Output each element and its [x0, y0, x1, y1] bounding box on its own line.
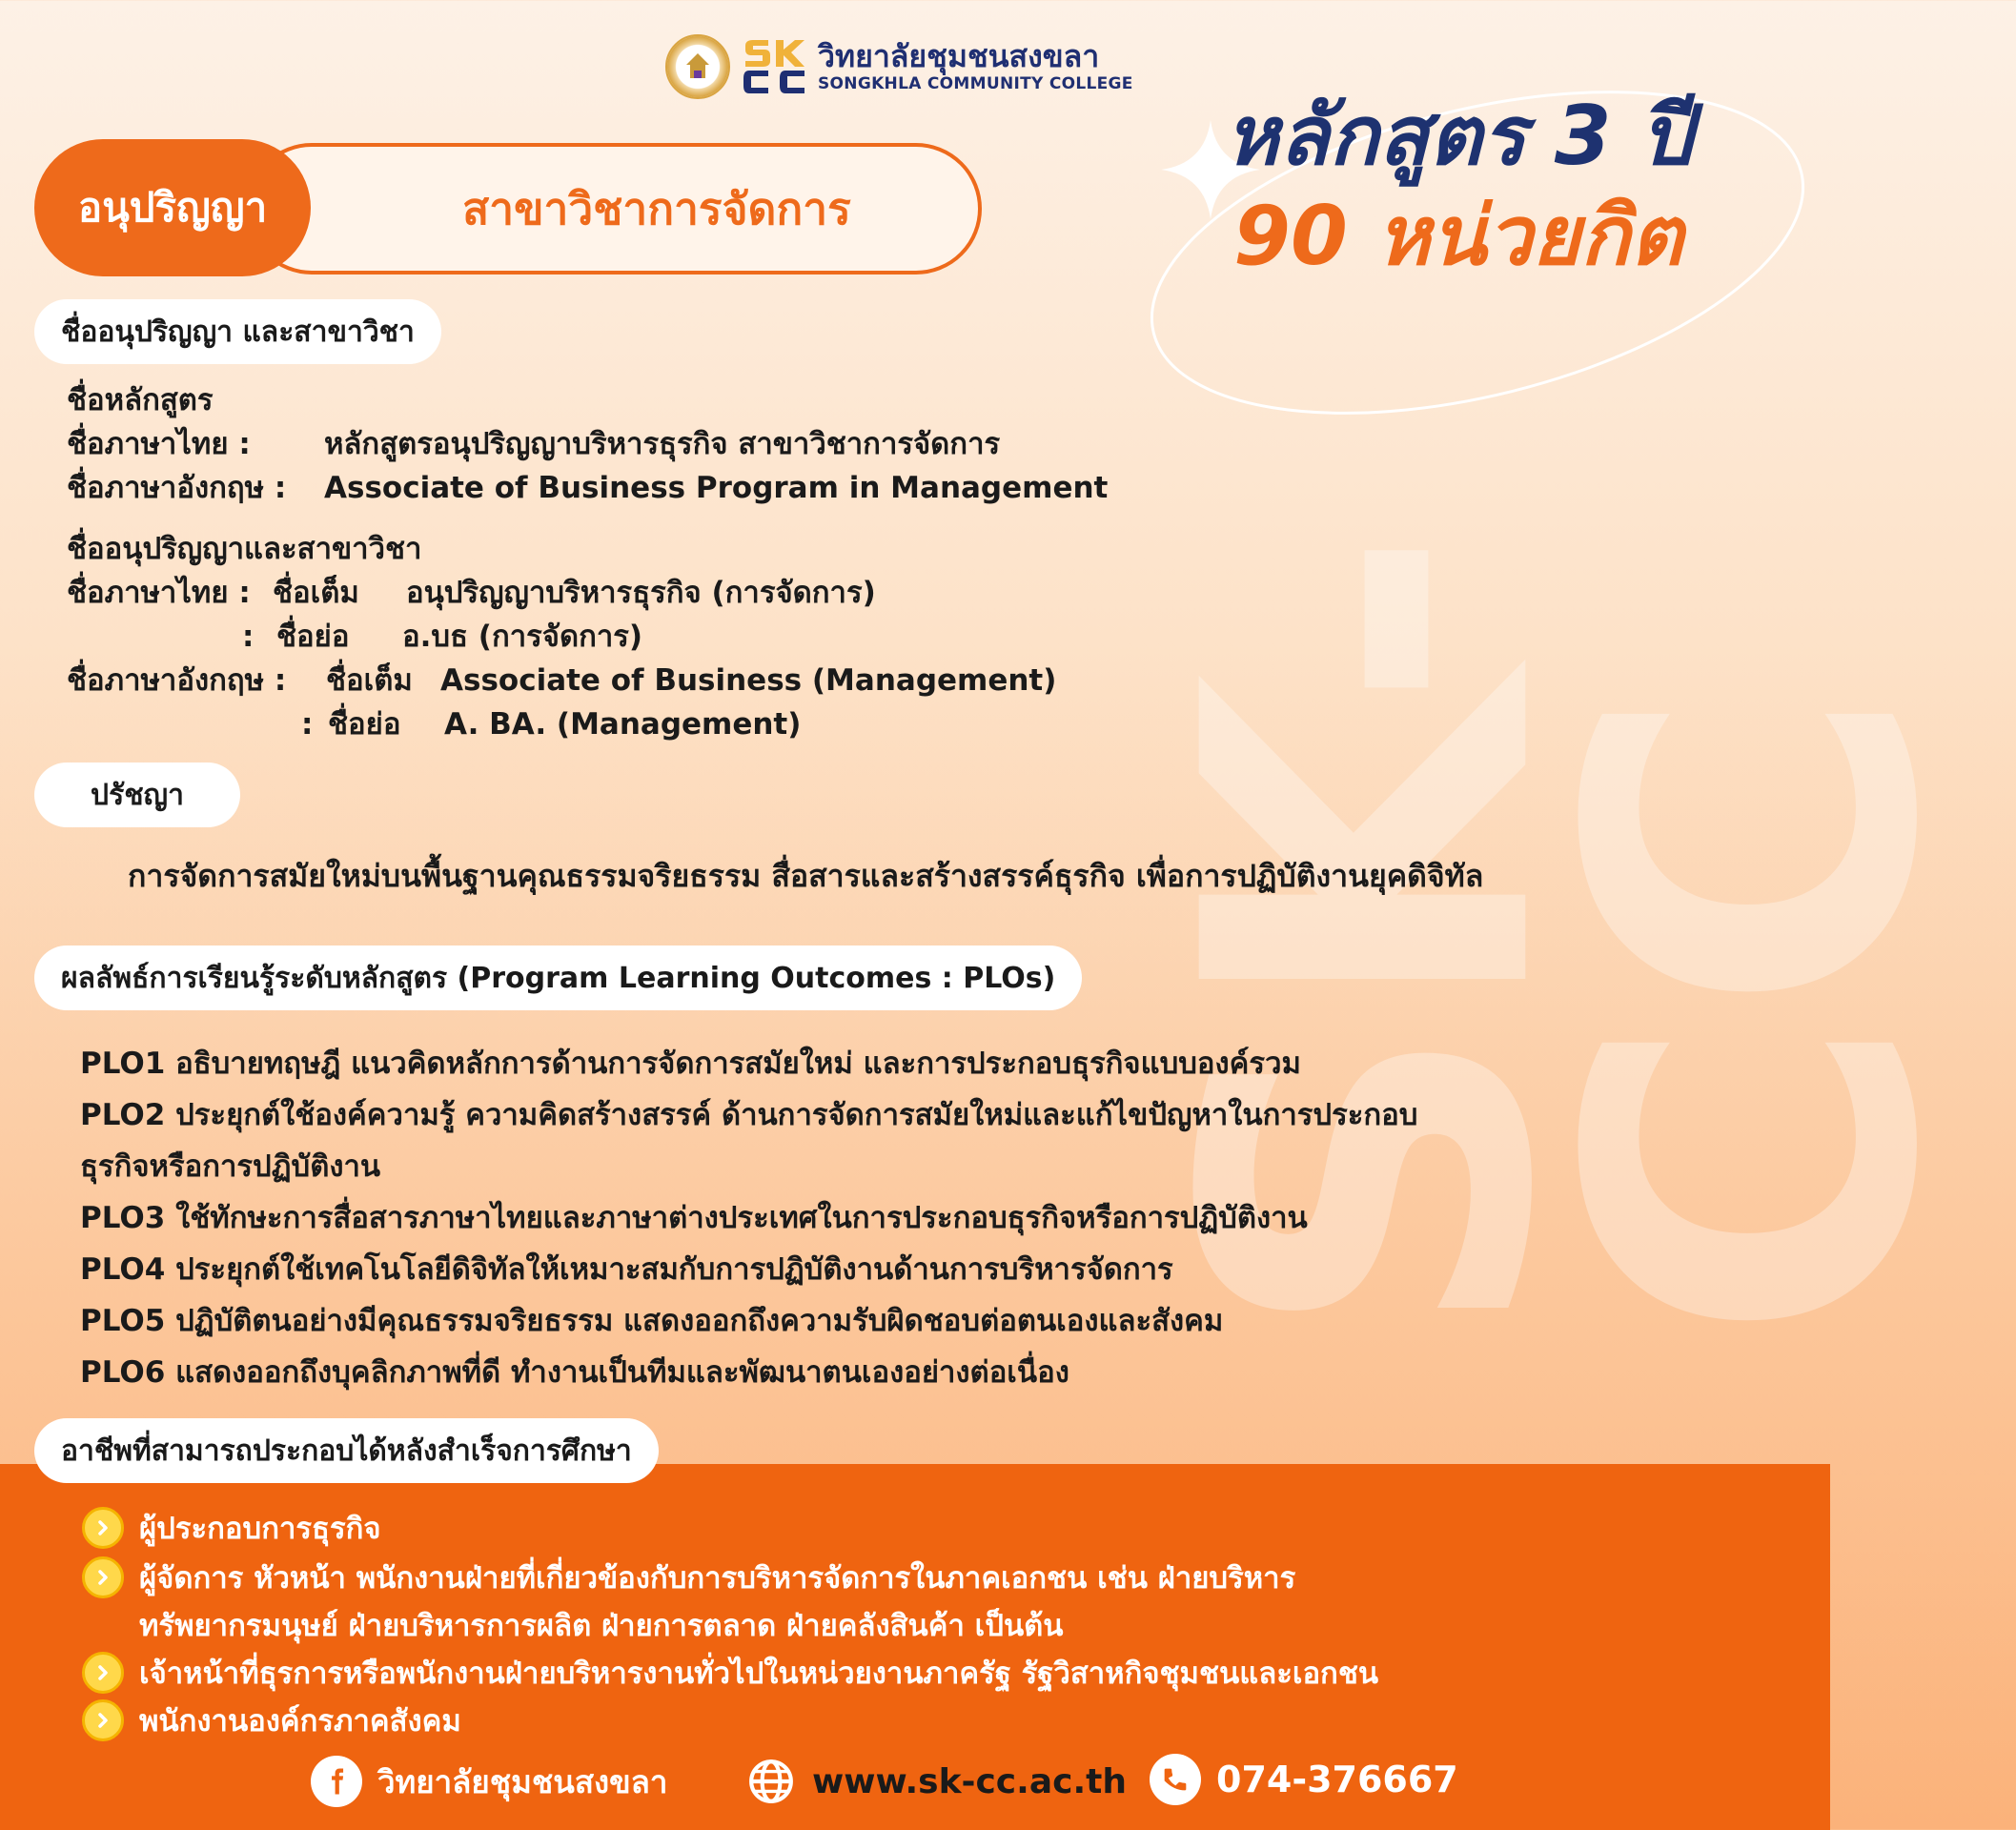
headline: [1163, 88, 1754, 289]
college-logo: [665, 32, 1133, 101]
degree-th-full: อนุปริญญาบริหารธุรกิจ (การจัดการ): [406, 576, 876, 610]
college-name-en: SONGKHLA COMMUNITY COLLEGE: [818, 73, 1133, 93]
college-seal-icon: [665, 34, 730, 99]
career-item: [82, 1554, 1295, 1601]
degree-heading: ชื่ออนุปริญญาและสาขาวิชา: [67, 532, 422, 566]
college-name-th: วิทยาลัยชุมชนสงขลา: [818, 38, 1100, 75]
degree-en-full: Associate of Business (Management): [440, 663, 1057, 698]
chevron-right-icon: [82, 1699, 124, 1741]
website-link[interactable]: www.sk-cc.ac.th: [812, 1761, 1127, 1801]
phone-number[interactable]: 074-376667: [1216, 1759, 1458, 1800]
philosophy-label: ปรัชญา: [34, 762, 240, 827]
degree-en-short-colon: :: [301, 707, 314, 742]
degree-th-short-label: ชื่อย่อ: [276, 620, 350, 654]
degree-th-full-label: ชื่อเต็ม: [273, 576, 359, 610]
chevron-right-icon: [82, 1556, 124, 1598]
career-text: เจ้าหน้าที่ธุรการหรือพนักงานฝ่ายบริหารงานทั่วไปในหน่วยงานภาครัฐ รัฐวิสาหกิจชุมชนและเอกชน: [139, 1657, 1379, 1691]
plo-line: PLO5 ปฏิบัติตนอย่างมีคุณธรรมจริยธรรม แสดงออกถึงความรับผิดชอบต่อตนเองและสังคม: [80, 1304, 1224, 1338]
careers-label: อาชีพที่สามารถประกอบได้หลังสำเร็จการศึกษา: [34, 1418, 659, 1483]
curriculum-en-label: ชื่อภาษาอังกฤษ :: [67, 471, 287, 505]
phone-contact[interactable]: [1150, 1754, 1458, 1805]
degree-en-short: A. BA. (Management): [444, 707, 802, 742]
philosophy-text: การจัดการสมัยใหม่บนพื้นฐานคุณธรรมจริยธรรม สื่อสารและสร้างสรรค์ธุรกิจ เพื่อการปฏิบัติงานยุคดิจิทัล: [128, 858, 1484, 894]
degree-level-pill: [34, 139, 311, 276]
career-text-continued: ทรัพยากรมนุษย์ ฝ่ายบริหารการผลิต ฝ่ายการตลาด ฝ่ายคลังสินค้า เป็นต้น: [139, 1609, 1064, 1643]
degree-en-full-label: ชื่อเต็ม: [326, 663, 413, 698]
plos-label: ผลลัพธ์การเรียนรู้ระดับหลักสูตร (Program Learning Outcomes : PLOs): [34, 946, 1082, 1010]
curriculum-th: หลักสูตรอนุปริญญาบริหารธุรกิจ สาขาวิชาการจัดการ: [324, 427, 1001, 461]
curriculum-th-label: ชื่อภาษาไทย :: [67, 427, 251, 461]
phone-icon: [1150, 1754, 1201, 1805]
degree-th-short-colon: :: [242, 620, 255, 654]
program-pill: [246, 143, 982, 274]
degree-level: อนุปริญญา: [77, 184, 268, 231]
plo-line: PLO2 ประยุกต์ใช้องค์ความรู้ ความคิดสร้างสรรค์ ด้านการจัดการสมัยใหม่และแก้ไขปัญหาในการประกอบ: [80, 1098, 1418, 1132]
career-text: ผู้จัดการ หัวหน้า พนักงานฝ่ายที่เกี่ยวข้องกับการบริหารจัดการในภาคเอกชน เช่น ฝ่ายบริหาร: [139, 1561, 1296, 1596]
chevron-right-icon: [82, 1652, 124, 1694]
watermark-text: SK-CC: [1109, 525, 2016, 1343]
plo-line: PLO6 แสดงออกถึงบุคลิกภาพที่ดี ทำงานเป็นทีมและพัฒนาตนเองอย่างต่อเนื่อง: [80, 1355, 1069, 1390]
plo-line: ธุรกิจหรือการปฏิบัติงาน: [80, 1149, 381, 1184]
sk-cc-logo-icon: [740, 36, 808, 97]
degree-en-short-label: ชื่อย่อ: [328, 707, 401, 742]
facebook-icon: [311, 1756, 362, 1807]
degree-en-label: ชื่อภาษาอังกฤษ :: [67, 663, 287, 698]
career-item: [82, 1504, 381, 1552]
chevron-right-icon: [82, 1507, 124, 1549]
facebook-name[interactable]: วิทยาลัยชุมชนสงขลา: [377, 1762, 668, 1800]
plo-line: PLO1 อธิบายทฤษฎี แนวคิดหลักการด้านการจัดการสมัยใหม่ และการประกอบธุรกิจแบบองค์รวม: [80, 1047, 1301, 1081]
career-text: ผู้ประกอบการธุรกิจ: [139, 1512, 381, 1546]
website-contact[interactable]: [745, 1756, 1127, 1807]
degree-th-label: ชื่อภาษาไทย :: [67, 576, 251, 610]
degree-th-short: อ.บธ (การจัดการ): [402, 620, 643, 654]
facebook-contact[interactable]: [311, 1756, 667, 1807]
globe-icon: [745, 1756, 797, 1807]
career-item: [82, 1697, 461, 1744]
career-item: [82, 1649, 1378, 1697]
curriculum-heading: ชื่อหลักสูตร: [67, 383, 214, 417]
duration-heading: หลักสูตร 3 ปี: [1224, 89, 1693, 184]
curriculum-en: Associate of Business Program in Management: [324, 471, 1109, 505]
plo-line: PLO4 ประยุกต์ใช้เทคโนโลยีดิจิทัลให้เหมาะสมกับการปฏิบัติงานด้านการบริหารจัดการ: [80, 1252, 1173, 1287]
program-name: สาขาวิชาการจัดการ: [462, 182, 851, 234]
names-section-label: ชื่ออนุปริญญา และสาขาวิชา: [34, 299, 441, 364]
credits-heading: 90 หน่วยกิต: [1233, 189, 1683, 285]
career-text: พนักงานองค์กรภาคสังคม: [139, 1704, 461, 1738]
plo-line: PLO3 ใช้ทักษะการสื่อสารภาษาไทยและภาษาต่างประเทศในการประกอบธุรกิจหรือการปฏิบัติงาน: [80, 1201, 1308, 1235]
